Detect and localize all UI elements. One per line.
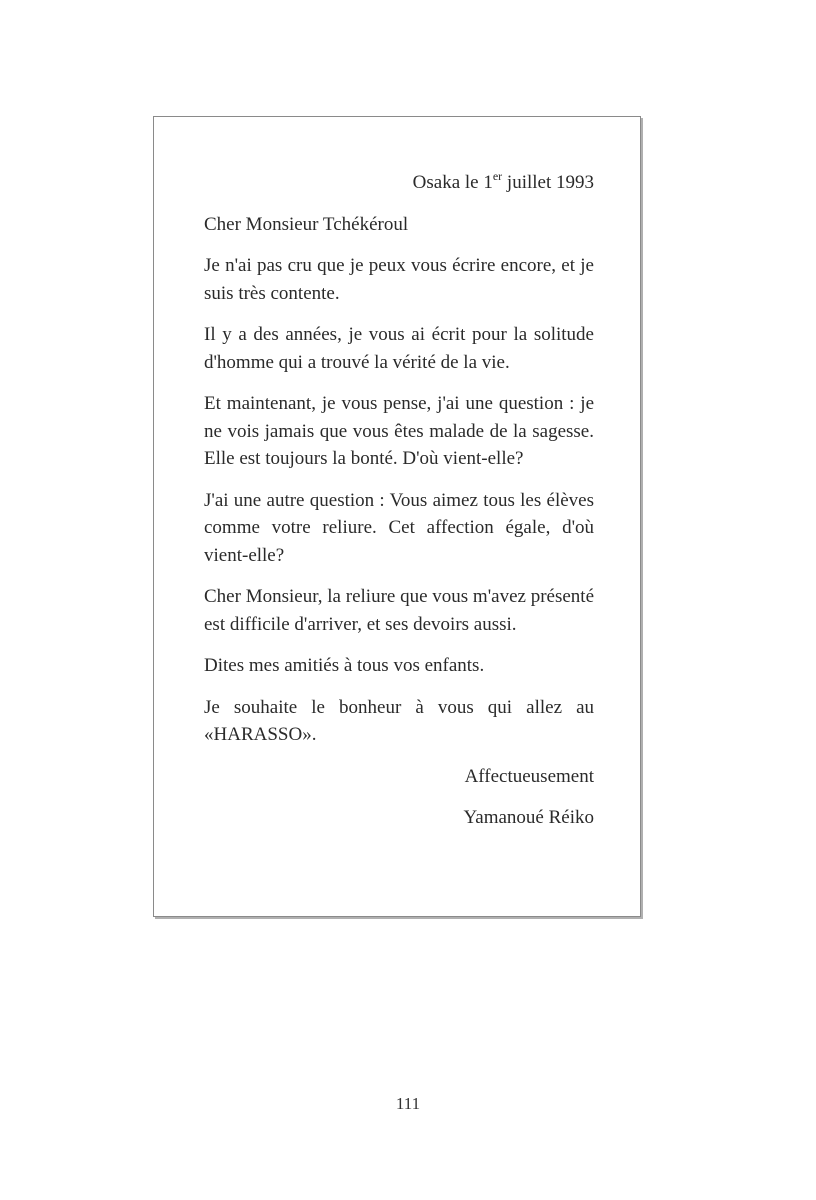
letter-frame <box>153 116 641 917</box>
paragraph: Il y a des années, je vous ai écrit pour la solitude d'homme qui a trouvé la vérité de la vie. <box>204 324 594 373</box>
paragraph: Cher Monsieur, la reliure que vous m'avez présenté est difficile d'arriver, et ses devoirs aussi. <box>204 586 594 635</box>
date-superscript: er <box>492 169 503 183</box>
letter-date <box>204 169 594 197</box>
paragraph: J'ai une autre question : Vous aimez tous les élèves comme votre reliure. Cet affection égale, d'où vient-elle? <box>204 489 594 566</box>
paragraph: Je n'ai pas cru que je peux vous écrire encore, et je suis très contente. <box>204 255 594 304</box>
page-number: 111 <box>395 1094 421 1113</box>
paragraph: Et maintenant, je vous pense, j'ai une question : je ne vois jamais que vous êtes malade de la sagesse. Elle est toujours la bonté. D'où vient-elle? <box>204 393 594 469</box>
letter-body <box>204 169 594 832</box>
signature: Yamanoué Réiko <box>463 807 594 828</box>
date-prefix: Osaka le 1 <box>412 172 493 193</box>
salutation: Cher Monsieur Tchékéroul <box>204 213 409 235</box>
paragraph: Je souhaite le bonheur à vous qui allez au «HARASSO». <box>204 696 594 745</box>
date-suffix: juillet 1993 <box>502 172 594 193</box>
closing: Affectueusement <box>464 765 594 787</box>
paragraph: Dites mes amitiés à tous vos enfants. <box>204 655 485 676</box>
